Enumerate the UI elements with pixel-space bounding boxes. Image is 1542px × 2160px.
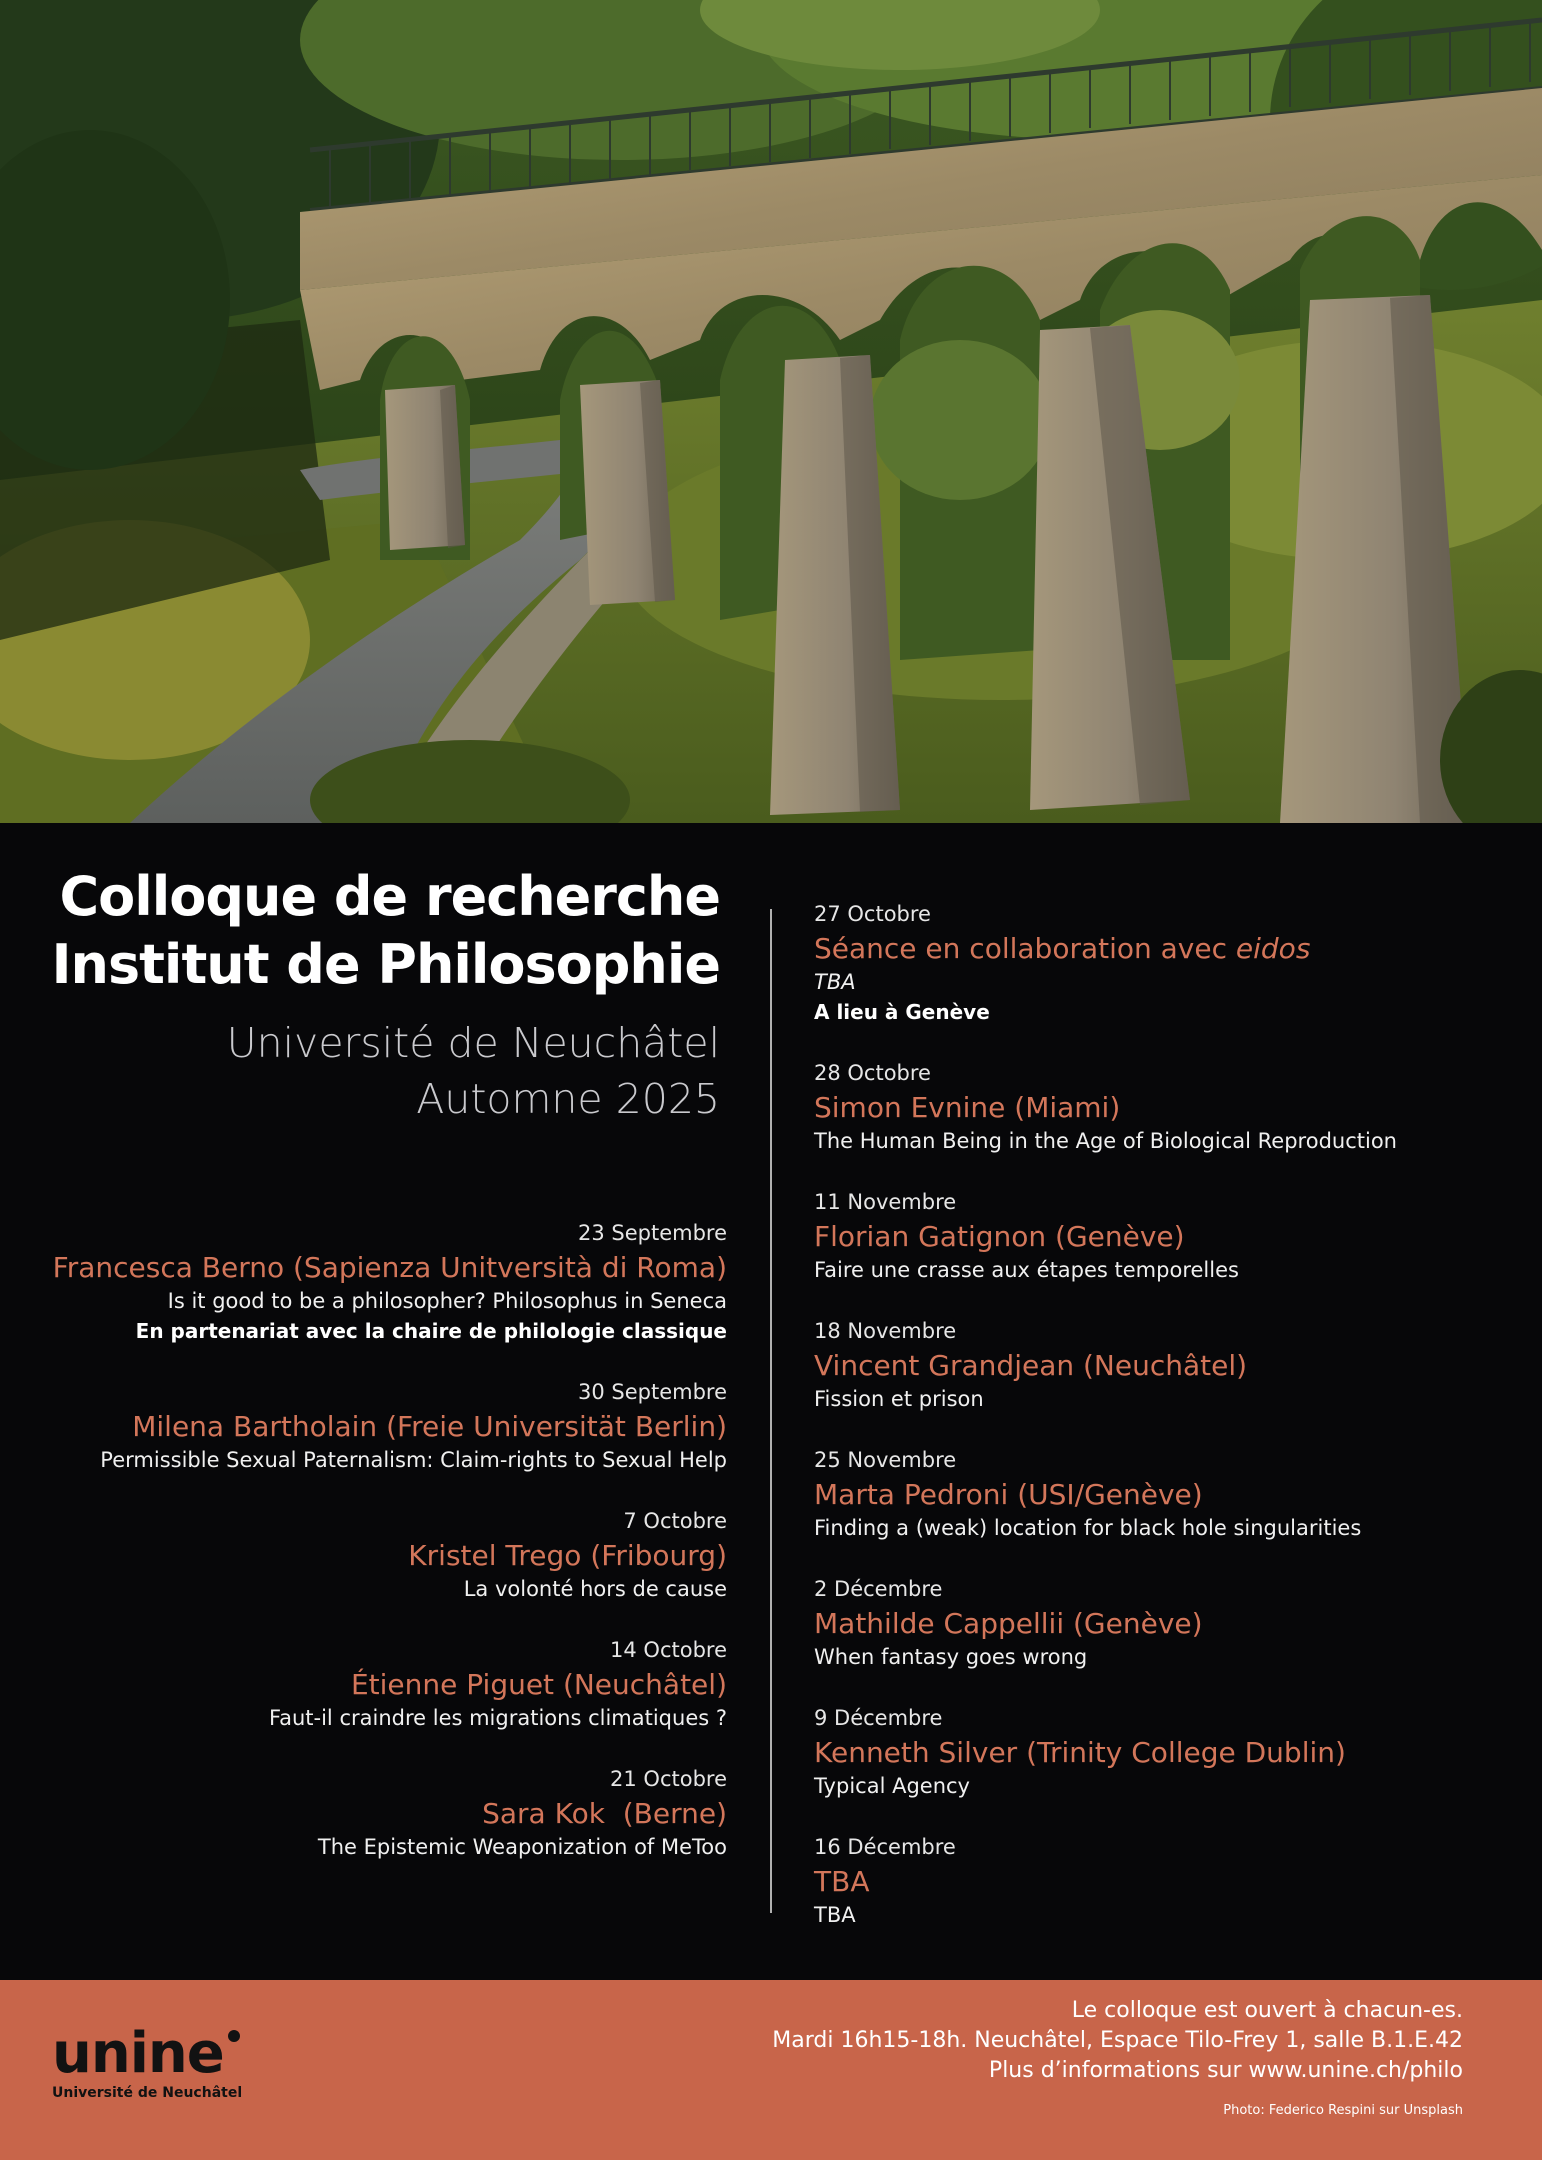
event-topic: The Human Being in the Age of Biological Reproduction — [814, 1129, 1397, 1153]
aqueduct-illustration — [0, 0, 1542, 823]
page-title-line2: Institut de Philosophie — [51, 933, 720, 996]
event-item — [814, 1058, 1514, 1156]
event-item — [0, 1506, 727, 1604]
event-item — [814, 1445, 1514, 1543]
footer-open-notice: Le colloque est ouvert à chacun-es. — [1071, 1998, 1463, 2023]
event-topic: Permissible Sexual Paternalism: Claim-rights to Sexual Help — [100, 1448, 727, 1472]
event-item — [814, 1187, 1514, 1285]
event-item — [0, 1377, 727, 1475]
event-speaker: Milena Bartholain (Freie Universität Berlin) — [132, 1410, 727, 1443]
event-item — [814, 1574, 1514, 1672]
left-schedule-column — [0, 1218, 727, 1893]
event-topic: Typical Agency — [814, 1774, 970, 1798]
event-topic: La volonté hors de cause — [463, 1577, 727, 1601]
event-date: 14 Octobre — [610, 1638, 727, 1662]
event-date: 11 Novembre — [814, 1190, 957, 1214]
event-topic: Faut-il craindre les migrations climatiques ? — [268, 1706, 727, 1730]
event-date: 30 Septembre — [577, 1380, 727, 1404]
event-item — [0, 1764, 727, 1862]
semester-label: Automne 2025 — [416, 1075, 720, 1123]
event-item — [814, 1832, 1514, 1930]
event-speaker-text: Séance en collaboration avec — [814, 932, 1236, 965]
footer-time-location: Mardi 16h15-18h. Neuchâtel, Espace Tilo-Frey 1, salle B.1.E.42 — [772, 2028, 1463, 2053]
logo-wordmark-text: unine — [52, 2021, 224, 2086]
event-topic: Fission et prison — [814, 1387, 984, 1411]
header-photo-aqueduct — [0, 0, 1542, 823]
event-date: 27 Octobre — [814, 902, 931, 926]
event-speaker: Marta Pedroni (USI/Genève) — [814, 1478, 1203, 1511]
event-date: 7 Octobre — [623, 1509, 727, 1533]
event-topic: TBA — [814, 970, 856, 994]
logo-subtitle: Université de Neuchâtel — [52, 2085, 243, 2101]
event-speaker-emphasis: eidos — [1235, 932, 1311, 965]
event-note: En partenariat avec la chaire de philologie classique — [135, 1319, 727, 1343]
event-topic: Is it good to be a philosopher? Philosophus in Seneca — [167, 1289, 727, 1313]
event-speaker: Francesca Berno (Sapienza Unitversità di Roma) — [52, 1251, 727, 1284]
event-topic: TBA — [814, 1903, 856, 1927]
column-divider — [770, 909, 772, 1913]
event-date: 18 Novembre — [814, 1319, 957, 1343]
event-note: A lieu à Genève — [814, 1000, 990, 1024]
page-title-line1: Colloque de recherche — [59, 865, 720, 928]
event-speaker — [814, 930, 1514, 967]
event-speaker: Sara Kok (Berne) — [482, 1797, 727, 1830]
event-speaker: TBA — [814, 1865, 870, 1898]
footer — [0, 1980, 1542, 2160]
footer-more-info-link[interactable]: Plus d’informations sur www.unine.ch/philo — [988, 2058, 1463, 2083]
event-item — [814, 899, 1514, 1027]
event-item — [814, 1703, 1514, 1801]
event-speaker: Florian Gatignon (Genève) — [814, 1220, 1185, 1253]
unine-logo — [52, 2021, 272, 2102]
event-topic: Faire une crasse aux étapes temporelles — [814, 1258, 1239, 1282]
event-date: 23 Septembre — [577, 1221, 727, 1245]
event-date: 21 Octobre — [610, 1767, 727, 1791]
event-topic: Finding a (weak) location for black hole singularities — [814, 1516, 1362, 1540]
event-speaker: Simon Evnine (Miami) — [814, 1091, 1121, 1124]
event-date: 28 Octobre — [814, 1061, 931, 1085]
event-date: 9 Décembre — [814, 1706, 943, 1730]
footer-info — [563, 1996, 1463, 2086]
event-speaker: Mathilde Cappellii (Genève) — [814, 1607, 1203, 1640]
event-speaker: Kenneth Silver (Trinity College Dublin) — [814, 1736, 1346, 1769]
logo-wordmark — [52, 2021, 224, 2086]
logo-dot-icon — [228, 2030, 240, 2042]
program-section — [0, 823, 1542, 1980]
photo-credit: Photo: Federico Respini sur Unsplash — [1223, 2103, 1463, 2118]
event-date: 2 Décembre — [814, 1577, 943, 1601]
event-item — [0, 1218, 727, 1346]
event-speaker: Vincent Grandjean (Neuchâtel) — [814, 1349, 1248, 1382]
title-block — [0, 863, 720, 1127]
event-topic: When fantasy goes wrong — [814, 1645, 1088, 1669]
event-speaker: Kristel Trego (Fribourg) — [408, 1539, 727, 1572]
event-date: 16 Décembre — [814, 1835, 956, 1859]
right-schedule-column — [814, 899, 1514, 1961]
university-name: Université de Neuchâtel — [226, 1019, 720, 1067]
event-speaker: Étienne Piguet (Neuchâtel) — [350, 1668, 727, 1701]
event-item — [0, 1635, 727, 1733]
event-topic: The Epistemic Weaponization of MeToo — [317, 1835, 727, 1859]
event-date: 25 Novembre — [814, 1448, 957, 1472]
event-item — [814, 1316, 1514, 1414]
